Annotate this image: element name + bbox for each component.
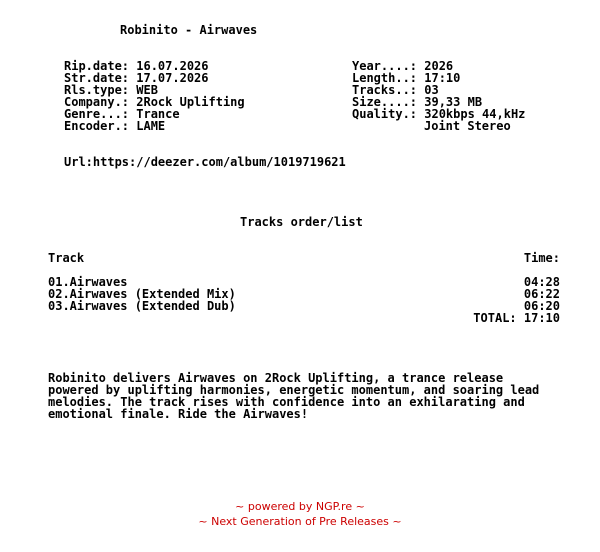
track-time: 06:22 <box>523 287 560 301</box>
info-value: WEB <box>136 83 158 97</box>
info-label: Rip.date: <box>64 59 137 73</box>
footer-tagline: ~ Next Generation of Pre Releases ~ <box>198 515 402 528</box>
info-value: 2Rock Uplifting <box>136 95 245 109</box>
info-label: Str.date: <box>64 71 137 85</box>
footer-powered-by: ~ powered by NGP.re ~ <box>235 500 365 513</box>
total-time: 17:10 <box>523 311 560 325</box>
time-column-header: Time: <box>523 251 560 265</box>
info-value: LAME <box>136 119 166 133</box>
info-value: 39,33 MB <box>424 95 483 109</box>
track-name: 02.Airwaves (Extended Mix) <box>48 287 236 301</box>
info-label: Rls.type: <box>64 83 137 97</box>
tracklist-heading: Tracks order/list <box>240 215 363 229</box>
info-label: Company.: <box>64 95 137 109</box>
info-label: Length..: <box>352 71 425 85</box>
info-label: Year....: <box>352 59 425 73</box>
info-label: Genre...: <box>64 107 137 121</box>
info-value: 17:10 <box>424 71 461 85</box>
info-value: 17.07.2026 <box>136 71 209 85</box>
info-label: Quality.: <box>352 107 425 121</box>
info-value: 2026 <box>424 59 454 73</box>
info-encoder <box>64 120 165 132</box>
description-line: powered by uplifting harmonies, energetic momentum, and soaring lead <box>48 383 540 397</box>
info-quality-extra: Joint Stereo <box>424 119 511 133</box>
info-label: Encoder.: <box>64 119 137 133</box>
track-name: 01.Airwaves <box>48 275 128 289</box>
description-line: Robinito delivers Airwaves on 2Rock Uplifting, a trance release <box>48 371 504 385</box>
description-line: melodies. The track rises with confidence into an exhilarating and <box>48 395 525 409</box>
total-label: TOTAL: <box>473 311 524 325</box>
description-line: emotional finale. Ride the Airwaves! <box>48 407 309 421</box>
album-url: Url:https://deezer.com/album/1019719621 <box>64 155 346 169</box>
track-column-header: Track <box>48 251 85 265</box>
info-value: 16.07.2026 <box>136 59 209 73</box>
info-value: Trance <box>136 107 180 121</box>
info-value: 320kbps 44,kHz <box>424 107 526 121</box>
track-name: 03.Airwaves (Extended Dub) <box>48 299 236 313</box>
info-label: Tracks..: <box>352 83 425 97</box>
info-value: 03 <box>424 83 439 97</box>
info-label: Size....: <box>352 95 425 109</box>
release-title: Robinito - Airwaves <box>120 23 258 37</box>
tracklist-total <box>400 312 560 324</box>
track-time: 06:20 <box>523 299 560 313</box>
track-time: 04:28 <box>523 275 560 289</box>
